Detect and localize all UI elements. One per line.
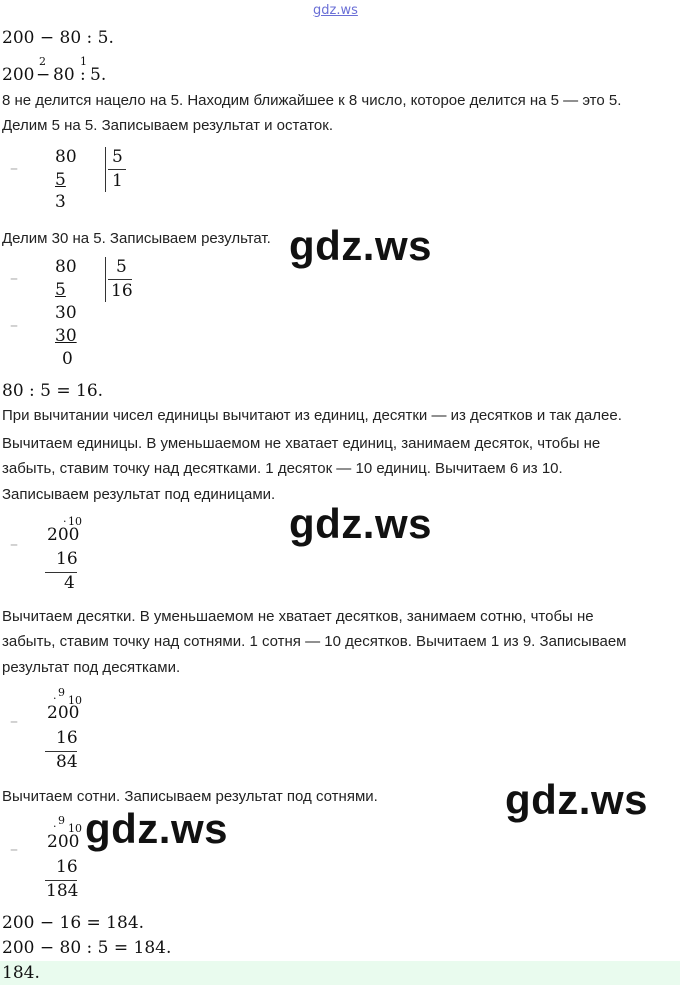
division-bracket: [105, 147, 106, 192]
paragraph-1-line-3: забыть, ставим точку над десятками. 1 десяток — 10 единиц. Вычитаем 6 из 10.: [2, 460, 563, 477]
watermark: gdz.ws: [289, 500, 433, 547]
answer: 184.: [2, 963, 40, 983]
subtrahend: 16: [56, 549, 78, 569]
divisor: 5: [116, 257, 127, 277]
watermark: gdz.ws: [505, 776, 649, 823]
borrow-mark: 10: [68, 515, 82, 528]
operand-a: 200: [2, 65, 35, 85]
operator-minus: −: [36, 65, 51, 85]
minuend: 200: [47, 703, 80, 723]
paragraph-1-line-1: При вычитании чисел единицы вычитают из единиц, десятки — из десятков и так далее.: [2, 407, 622, 424]
borrow-mark-9: 9: [58, 814, 65, 827]
minuend: 200: [47, 525, 80, 545]
division-bracket: [105, 257, 106, 302]
watermark: gdz.ws: [85, 805, 229, 852]
column-subtraction-2: [0, 686, 120, 776]
remainder: 0: [62, 349, 73, 369]
paragraph-2-line-3: результат под десятками.: [2, 659, 181, 676]
remainder: 3: [55, 192, 66, 212]
minus-sign: –: [10, 158, 18, 177]
watermark: gdz.ws: [289, 222, 433, 269]
paragraph-1-line-4: Записываем результат под единицами.: [2, 486, 276, 503]
minus-sign: –: [10, 711, 18, 730]
site-header-link[interactable]: gdz.ws: [313, 3, 358, 18]
paragraph-1-line-2: Вычитаем единицы. В уменьшаемом не хватает единиц, занимаем десяток, чтобы не: [2, 435, 601, 452]
final-equation-1: 200 − 16 = 184.: [2, 913, 145, 933]
division-result: 80 : 5 = 16.: [2, 381, 104, 401]
borrow-dot: ·: [53, 692, 57, 705]
difference: 184: [46, 881, 79, 901]
carry-down: 30: [55, 303, 77, 323]
paragraph-2-line-1: Вычитаем десятки. В уменьшаемом не хватает десятков, занимаем сотню, чтобы не: [2, 608, 594, 625]
operand-b: 80: [53, 65, 75, 85]
quotient: 1: [112, 171, 123, 191]
divisor: 5: [112, 147, 123, 167]
minus-sign: –: [10, 268, 18, 287]
difference: 84: [56, 752, 78, 772]
explanation-step-1: 8 не делится нацело на 5. Находим ближайшее к 8 число, которое делится на 5 — это 5.: [2, 92, 622, 109]
subtrahend: 16: [56, 728, 78, 748]
operand-c: 5.: [90, 65, 107, 85]
borrow-dot: ·: [53, 820, 57, 833]
order-mark-2: 1: [80, 55, 87, 68]
column-subtraction-1: [0, 512, 120, 592]
explanation-step-2: Делим 5 на 5. Записываем результат и остаток.: [2, 117, 334, 134]
difference: 4: [64, 573, 75, 593]
long-division-2: [0, 255, 160, 370]
borrow-dot: ·: [63, 515, 67, 528]
operator-divide: :: [80, 65, 86, 85]
explanation-step-3: Делим 30 на 5. Записываем результат.: [2, 230, 271, 247]
final-equation-2: 200 − 80 : 5 = 184.: [2, 938, 172, 958]
divisor-line: [108, 169, 126, 170]
dividend: 80: [55, 257, 77, 277]
order-mark-1: 2: [39, 55, 46, 68]
long-division-1: [0, 145, 160, 215]
subtrahend-2: 30: [55, 326, 77, 346]
divisor-line: [108, 279, 132, 280]
minus-sign: –: [10, 534, 18, 553]
subtrahend: 5: [55, 170, 66, 190]
minuend: 200: [47, 832, 80, 852]
paragraph-3: Вычитаем сотни. Записываем результат под сотнями.: [2, 788, 378, 805]
borrow-mark-10: 10: [68, 822, 82, 835]
quotient: 16: [111, 281, 133, 301]
borrow-mark-9: 9: [58, 686, 65, 699]
minus-sign: –: [10, 315, 18, 334]
expression-with-order: [2, 55, 142, 90]
paragraph-2-line-2: забыть, ставим точку над сотнями. 1 сотня — 10 десятков. Вычитаем 1 из 9. Записываем: [2, 633, 627, 650]
subtrahend: 16: [56, 857, 78, 877]
dividend: 80: [55, 147, 77, 167]
minus-sign: –: [10, 839, 18, 858]
subtrahend: 5: [55, 280, 66, 300]
expression-line: 200 − 80 : 5.: [2, 28, 114, 48]
borrow-mark-10: 10: [68, 694, 82, 707]
answer-highlight: [0, 961, 680, 985]
